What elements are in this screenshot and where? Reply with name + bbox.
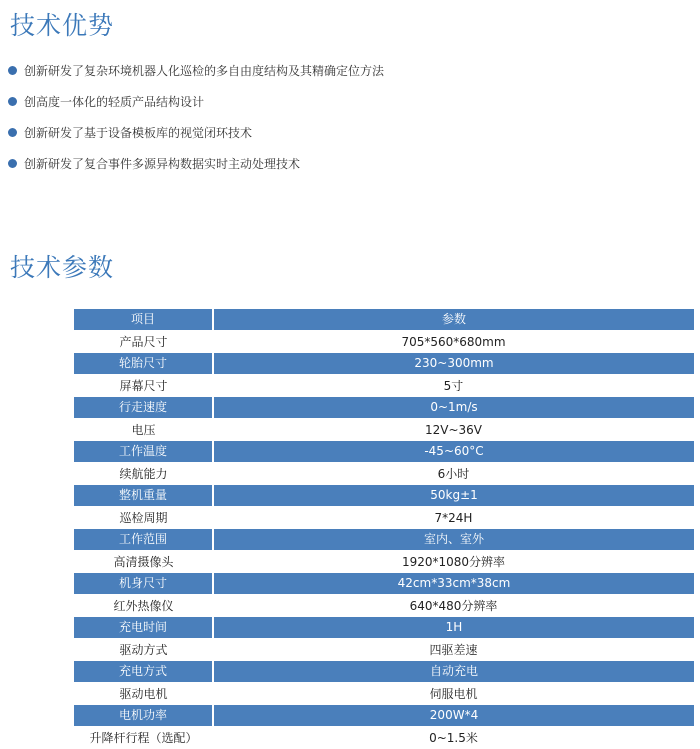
param-value: 自动充电	[213, 661, 694, 683]
bullet-icon	[8, 128, 17, 137]
table-row	[74, 639, 694, 661]
param-value: 0~1.5米	[213, 727, 694, 749]
table-header-row	[74, 309, 694, 331]
table-row	[74, 595, 694, 617]
table-row	[74, 463, 694, 485]
param-value: 5寸	[213, 375, 694, 397]
param-name: 电压	[74, 419, 213, 441]
param-value: 6小时	[213, 463, 694, 485]
param-name: 屏幕尺寸	[74, 375, 213, 397]
param-name: 升降杆行程（选配）	[74, 727, 213, 749]
header-item: 项目	[74, 309, 213, 331]
param-name: 轮胎尺寸	[74, 353, 213, 375]
bullet-icon	[8, 66, 17, 75]
param-name: 工作范围	[74, 529, 213, 551]
param-value: 705*560*680mm	[213, 331, 694, 353]
param-value: 伺服电机	[213, 683, 694, 705]
advantage-text: 创高度一体化的轻质产品结构设计	[24, 95, 205, 109]
param-name: 行走速度	[74, 397, 213, 419]
param-value: 四驱差速	[213, 639, 694, 661]
param-value: 230~300mm	[213, 353, 694, 375]
advantage-text: 创新研发了基于设备模板库的视觉闭环技术	[24, 126, 253, 140]
header-value: 参数	[213, 309, 694, 331]
table-row	[74, 727, 694, 749]
param-value: 50kg±1	[213, 485, 694, 507]
param-value: 1920*1080分辨率	[213, 551, 694, 573]
param-name: 充电方式	[74, 661, 213, 683]
param-name: 充电时间	[74, 617, 213, 639]
bullet-icon	[8, 159, 17, 168]
param-name: 高清摄像头	[74, 551, 213, 573]
advantage-item	[8, 55, 688, 86]
params-table	[74, 309, 694, 749]
param-value: 42cm*33cm*38cm	[213, 573, 694, 595]
table-row	[74, 375, 694, 397]
param-name: 产品尺寸	[74, 331, 213, 353]
table-row	[74, 573, 694, 595]
table-row	[74, 617, 694, 639]
table-row	[74, 353, 694, 375]
param-value: 640*480分辨率	[213, 595, 694, 617]
param-name: 整机重量	[74, 485, 213, 507]
table-row	[74, 441, 694, 463]
params-title: 技术参数	[10, 253, 115, 282]
param-value: -45~60°C	[213, 441, 694, 463]
advantage-item	[8, 148, 688, 179]
advantages-title: 技术优势	[10, 11, 115, 40]
table-row	[74, 683, 694, 705]
param-name: 巡检周期	[74, 507, 213, 529]
param-name: 电机功率	[74, 705, 213, 727]
param-name: 驱动电机	[74, 683, 213, 705]
advantages-list	[8, 55, 688, 179]
bullet-icon	[8, 97, 17, 106]
advantage-text: 创新研发了复杂环境机器人化巡检的多自由度结构及其精确定位方法	[24, 64, 385, 78]
param-value: 1H	[213, 617, 694, 639]
table-row	[74, 507, 694, 529]
param-name: 工作温度	[74, 441, 213, 463]
table-row	[74, 485, 694, 507]
table-row	[74, 661, 694, 683]
table-row	[74, 397, 694, 419]
advantage-text: 创新研发了复合事件多源异构数据实时主动处理技术	[24, 157, 301, 171]
param-value: 200W*4	[213, 705, 694, 727]
table-row	[74, 331, 694, 353]
table-row	[74, 551, 694, 573]
advantage-item	[8, 86, 688, 117]
param-value: 0~1m/s	[213, 397, 694, 419]
param-value: 12V~36V	[213, 419, 694, 441]
param-value: 7*24H	[213, 507, 694, 529]
table-row	[74, 529, 694, 551]
param-name: 续航能力	[74, 463, 213, 485]
param-name: 红外热像仪	[74, 595, 213, 617]
table-row	[74, 705, 694, 727]
param-name: 机身尺寸	[74, 573, 213, 595]
param-name: 驱动方式	[74, 639, 213, 661]
table-row	[74, 419, 694, 441]
advantage-item	[8, 117, 688, 148]
param-value: 室内、室外	[213, 529, 694, 551]
